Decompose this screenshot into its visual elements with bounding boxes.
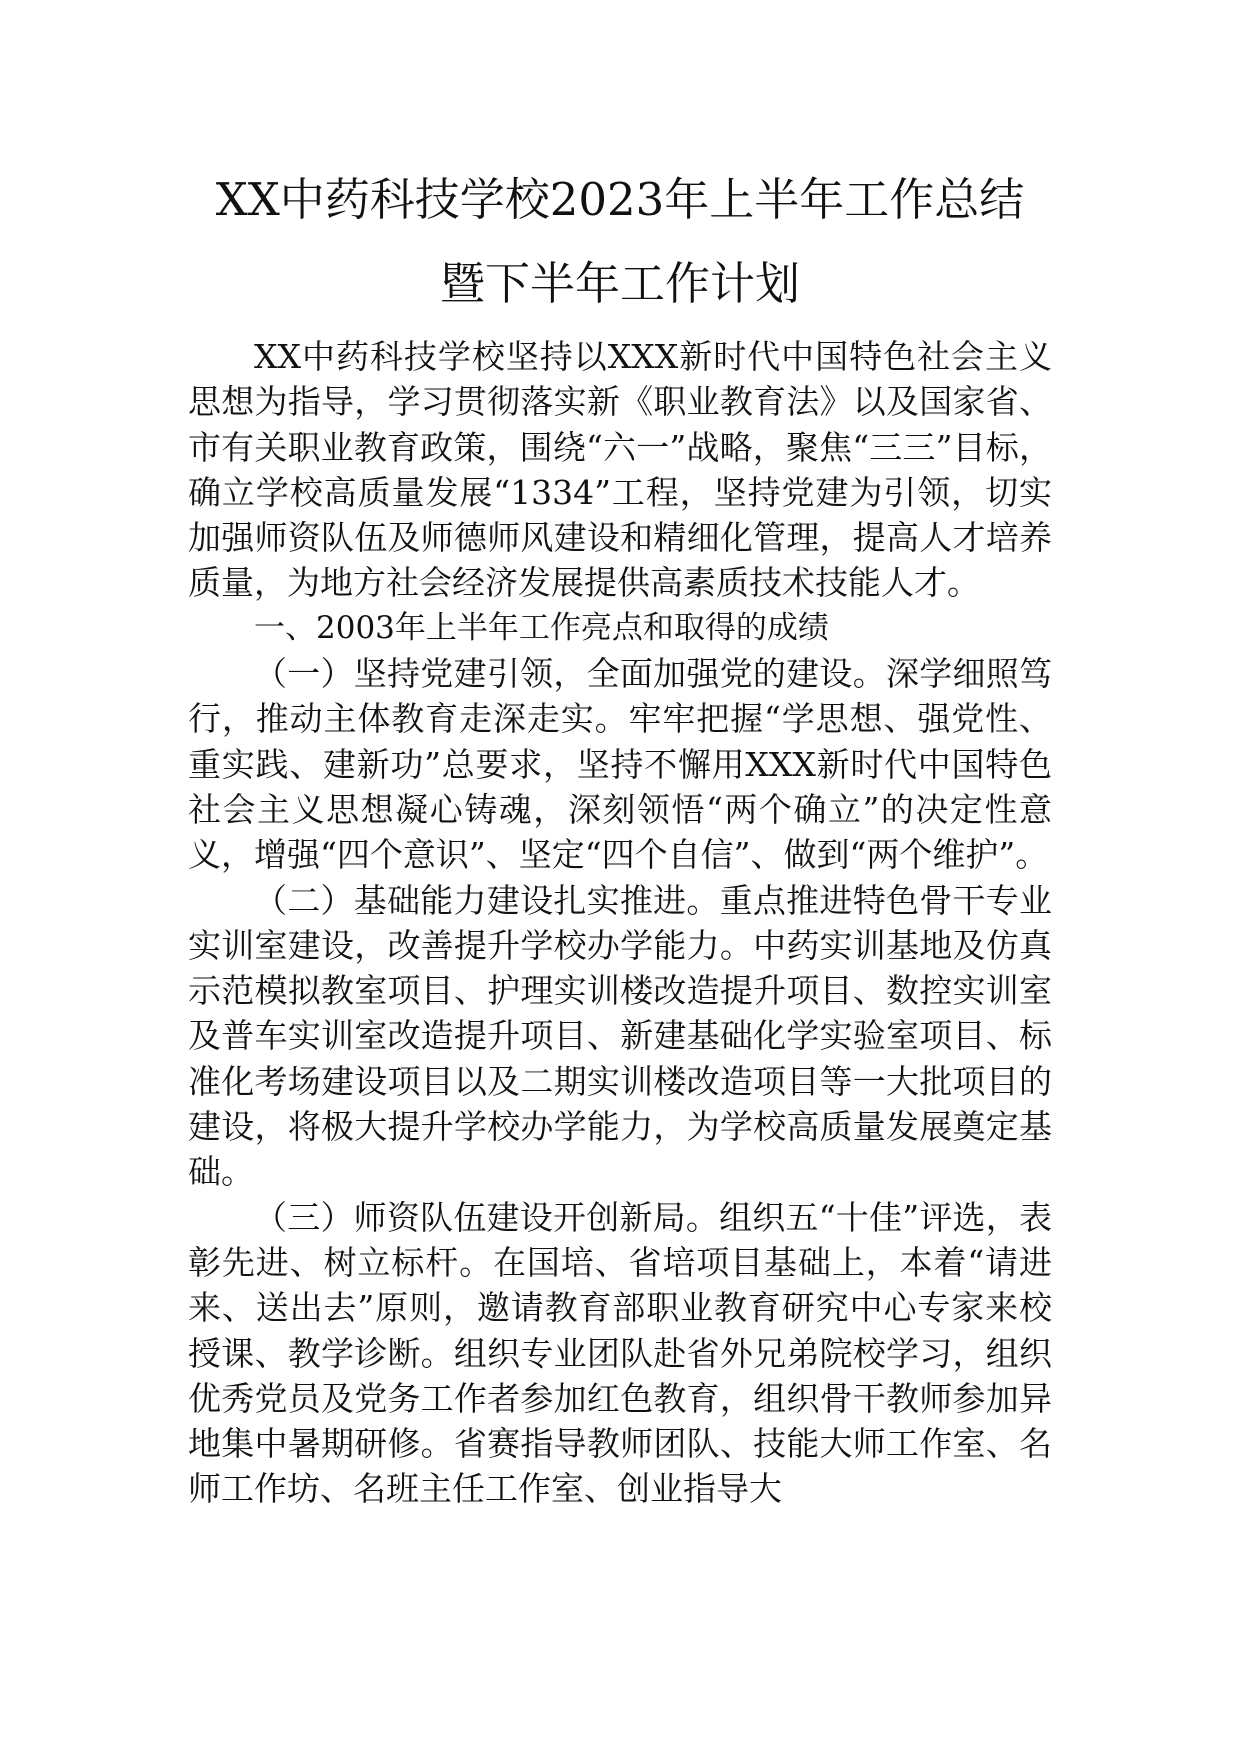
section-heading: 一、2003年上半年工作亮点和取得的成绩 bbox=[254, 609, 829, 646]
item-paragraph-2: （二）基础能力建设扎实推进。重点推进特色骨干专业实训室建设，改善提升学校办学能力。中药实训基地及仿真示范模拟教室项目、护理实训楼改造提升项目、数控实训室及普车实训室改造提升项目、新建基础化学实验室项目、标准化考场建设项目以及二期实训楼改造项目等一大批项目的建设，将极大提升学校办学能力，为学校高质量发展奠定基础。 bbox=[188, 880, 1052, 1192]
document-title-line1: XX中药科技学校2023年上半年工作总结 bbox=[215, 173, 1025, 226]
document-body bbox=[188, 334, 1052, 1512]
item-paragraph-1: （一）坚持党建引领，全面加强党的建设。深学细照笃行，推动主体教育走深走实。牢牢把握“学思想、强党性、重实践、建新功”总要求，坚持不懈用XXX新时代中国特色社会主义思想凝心铸魂，深刻领悟“两个确立”的决定性意义，增强“四个意识”、坚定“四个自信”、做到“两个维护”。 bbox=[188, 654, 1052, 875]
document-title-line2: 暨下半年工作计划 bbox=[439, 257, 800, 310]
item-paragraph-3: （三）师资队伍建设开创新局。组织五“十佳”评选，表彰先进、树立标杆。在国培、省培项目基础上，本着“请进来、送出去”原则，邀请教育部职业教育研究中心专家来校授课、教学诊断。组织专业团队赴省外兄弟院校学习，组织优秀党员及党务工作者参加红色教育，组织骨干教师参加异地集中暑期研修。省赛指导教师团队、技能大师工作室、名师工作坊、名班主任工作室、创业指导大 bbox=[188, 1197, 1052, 1509]
intro-paragraph: XX中药科技学校坚持以XXX新时代中国特色社会主义思想为指导，学习贯彻落实新《职业教育法》以及国家省、市有关职业教育政策，围绕“六一”战略，聚焦“三三”目标，确立学校高质量发展“1334”工程，坚持党建为引领，切实加强师资队伍及师德师风建设和精细化管理，提高人才培养质量，为地方社会经济发展提供高素质技术技能人才。 bbox=[188, 337, 1052, 603]
